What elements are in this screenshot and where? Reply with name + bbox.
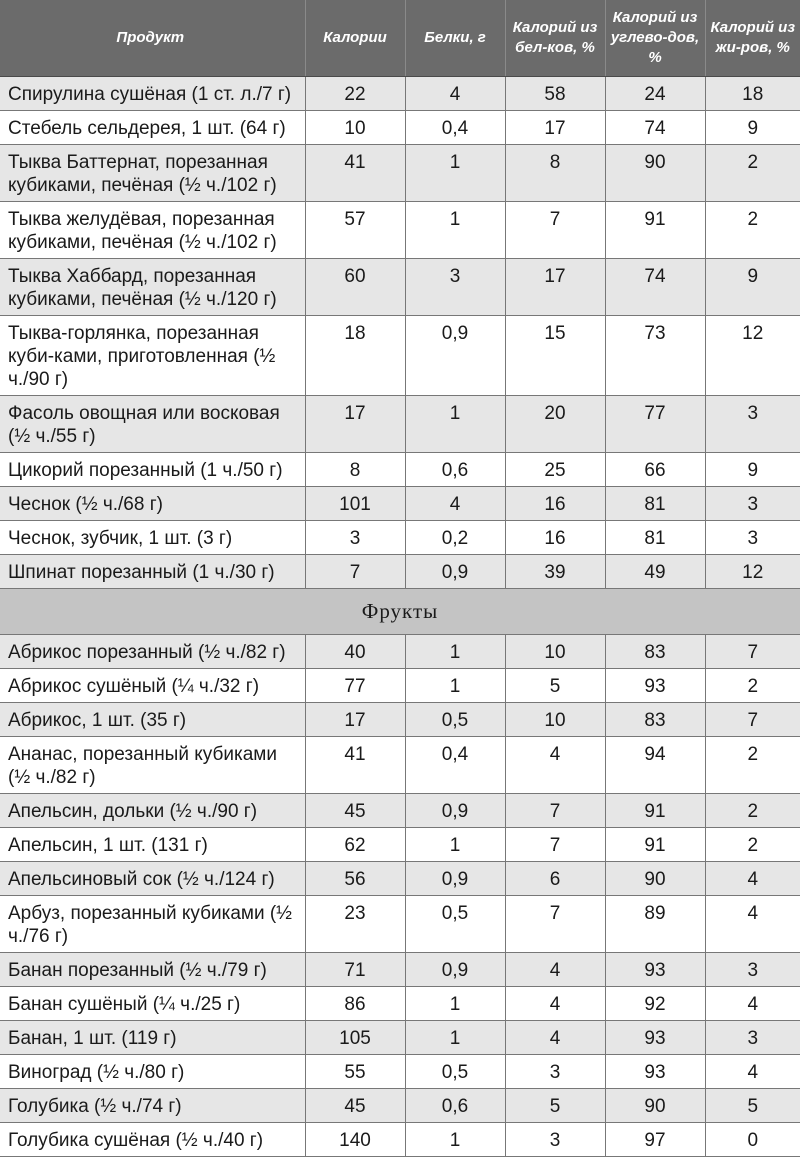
protein-pct-cell: 7 [505,827,605,861]
product-name-cell: Тыква Хаббард, порезанная кубиками, печёная (½ ч./120 г) [0,258,305,315]
table-row [0,554,800,588]
header-fat-calories-pct: Калорий из жи-ров, % [705,0,800,76]
fat-pct-cell: 7 [705,702,800,736]
fat-pct-cell: 2 [705,668,800,702]
fat-pct-cell: 2 [705,793,800,827]
protein-cell: 3 [405,258,505,315]
carb-pct-cell: 91 [605,827,705,861]
protein-cell: 1 [405,1020,505,1054]
product-name-cell: Спирулина сушёная (1 ст. л./7 г) [0,76,305,110]
carb-pct-cell: 97 [605,1122,705,1156]
calories-cell: 7 [305,554,405,588]
table-row [0,76,800,110]
product-name-cell: Ананас, порезанный кубиками (½ ч./82 г) [0,736,305,793]
fat-pct-cell: 7 [705,634,800,668]
protein-pct-cell: 5 [505,1088,605,1122]
header-product: Продукт [0,0,305,76]
carb-pct-cell: 81 [605,486,705,520]
fat-pct-cell: 0 [705,1122,800,1156]
carb-pct-cell: 83 [605,634,705,668]
protein-pct-cell: 3 [505,1054,605,1088]
table-row [0,895,800,952]
calories-cell: 105 [305,1020,405,1054]
protein-pct-cell: 20 [505,395,605,452]
calories-cell: 22 [305,76,405,110]
product-name-cell: Тыква желудёвая, порезанная кубиками, печёная (½ ч./102 г) [0,201,305,258]
product-name-cell: Голубика (½ ч./74 г) [0,1088,305,1122]
table-row [0,1088,800,1122]
fat-pct-cell: 4 [705,986,800,1020]
protein-pct-cell: 4 [505,986,605,1020]
table-row [0,634,800,668]
table-row [0,110,800,144]
table-row [0,736,800,793]
fat-pct-cell: 18 [705,76,800,110]
protein-cell: 0,4 [405,110,505,144]
carb-pct-cell: 92 [605,986,705,1020]
product-name-cell: Чеснок, зубчик, 1 шт. (3 г) [0,520,305,554]
protein-pct-cell: 10 [505,634,605,668]
table-row [0,1020,800,1054]
carb-pct-cell: 94 [605,736,705,793]
protein-pct-cell: 4 [505,1020,605,1054]
product-name-cell: Абрикос, 1 шт. (35 г) [0,702,305,736]
table-body [0,76,800,1156]
calories-cell: 3 [305,520,405,554]
protein-cell: 1 [405,1122,505,1156]
protein-pct-cell: 17 [505,258,605,315]
carb-pct-cell: 66 [605,452,705,486]
carb-pct-cell: 90 [605,144,705,201]
calories-cell: 41 [305,736,405,793]
table-row [0,827,800,861]
fat-pct-cell: 3 [705,1020,800,1054]
protein-pct-cell: 25 [505,452,605,486]
carb-pct-cell: 91 [605,793,705,827]
protein-pct-cell: 10 [505,702,605,736]
protein-pct-cell: 58 [505,76,605,110]
header-protein: Белки, г [405,0,505,76]
protein-pct-cell: 7 [505,895,605,952]
product-name-cell: Абрикос сушёный (¼ ч./32 г) [0,668,305,702]
table-row [0,952,800,986]
protein-pct-cell: 6 [505,861,605,895]
calories-cell: 17 [305,395,405,452]
protein-cell: 0,6 [405,1088,505,1122]
fat-pct-cell: 9 [705,110,800,144]
protein-cell: 4 [405,76,505,110]
protein-cell: 0,9 [405,315,505,395]
protein-cell: 0,9 [405,952,505,986]
header-carb-calories-pct: Калорий из углево-дов, % [605,0,705,76]
protein-cell: 0,9 [405,793,505,827]
carb-pct-cell: 74 [605,110,705,144]
fat-pct-cell: 9 [705,258,800,315]
fat-pct-cell: 4 [705,861,800,895]
table-row [0,861,800,895]
carb-pct-cell: 93 [605,952,705,986]
table-row [0,201,800,258]
calories-cell: 8 [305,452,405,486]
section-title: Фрукты [0,588,800,634]
carb-pct-cell: 24 [605,76,705,110]
fat-pct-cell: 2 [705,201,800,258]
calories-cell: 45 [305,793,405,827]
protein-pct-cell: 16 [505,520,605,554]
product-name-cell: Стебель сельдерея, 1 шт. (64 г) [0,110,305,144]
calories-cell: 17 [305,702,405,736]
protein-pct-cell: 4 [505,952,605,986]
protein-pct-cell: 39 [505,554,605,588]
protein-cell: 1 [405,634,505,668]
product-name-cell: Тыква Баттернат, порезанная кубиками, печёная (½ ч./102 г) [0,144,305,201]
table-row [0,452,800,486]
calories-cell: 140 [305,1122,405,1156]
protein-pct-cell: 7 [505,201,605,258]
product-name-cell: Апельсин, 1 шт. (131 г) [0,827,305,861]
protein-cell: 0,5 [405,895,505,952]
product-name-cell: Банан сушёный (¼ ч./25 г) [0,986,305,1020]
calories-cell: 45 [305,1088,405,1122]
fat-pct-cell: 9 [705,452,800,486]
calories-cell: 18 [305,315,405,395]
fat-pct-cell: 3 [705,486,800,520]
protein-pct-cell: 7 [505,793,605,827]
protein-cell: 1 [405,827,505,861]
product-name-cell: Шпинат порезанный (1 ч./30 г) [0,554,305,588]
protein-cell: 0,9 [405,861,505,895]
table-row [0,702,800,736]
calories-cell: 62 [305,827,405,861]
fat-pct-cell: 2 [705,736,800,793]
product-name-cell: Фасоль овощная или восковая (½ ч./55 г) [0,395,305,452]
fat-pct-cell: 2 [705,144,800,201]
protein-cell: 1 [405,144,505,201]
table-row [0,668,800,702]
product-name-cell: Банан порезанный (½ ч./79 г) [0,952,305,986]
product-name-cell: Абрикос порезанный (½ ч./82 г) [0,634,305,668]
calories-cell: 23 [305,895,405,952]
table-row [0,395,800,452]
fat-pct-cell: 3 [705,952,800,986]
carb-pct-cell: 89 [605,895,705,952]
fat-pct-cell: 12 [705,554,800,588]
table-header-row [0,0,800,76]
protein-cell: 0,5 [405,1054,505,1088]
product-name-cell: Банан, 1 шт. (119 г) [0,1020,305,1054]
protein-cell: 1 [405,395,505,452]
calories-cell: 71 [305,952,405,986]
section-row-fruits [0,588,800,634]
table-row [0,793,800,827]
header-protein-calories-pct: Калорий из бел-ков, % [505,0,605,76]
carb-pct-cell: 93 [605,1020,705,1054]
calories-cell: 77 [305,668,405,702]
table-row [0,986,800,1020]
protein-cell: 0,9 [405,554,505,588]
carb-pct-cell: 90 [605,861,705,895]
carb-pct-cell: 93 [605,1054,705,1088]
calories-cell: 60 [305,258,405,315]
protein-cell: 0,4 [405,736,505,793]
protein-pct-cell: 5 [505,668,605,702]
table-row [0,1054,800,1088]
carb-pct-cell: 77 [605,395,705,452]
product-name-cell: Чеснок (½ ч./68 г) [0,486,305,520]
fat-pct-cell: 4 [705,895,800,952]
calories-cell: 101 [305,486,405,520]
carb-pct-cell: 90 [605,1088,705,1122]
fat-pct-cell: 3 [705,395,800,452]
product-name-cell: Цикорий порезанный (1 ч./50 г) [0,452,305,486]
fat-pct-cell: 4 [705,1054,800,1088]
protein-pct-cell: 4 [505,736,605,793]
table-row [0,520,800,554]
product-name-cell: Арбуз, порезанный кубиками (½ ч./76 г) [0,895,305,952]
protein-pct-cell: 3 [505,1122,605,1156]
table-row [0,315,800,395]
fat-pct-cell: 5 [705,1088,800,1122]
protein-cell: 0,6 [405,452,505,486]
protein-pct-cell: 17 [505,110,605,144]
protein-cell: 0,2 [405,520,505,554]
table-row [0,486,800,520]
fat-pct-cell: 12 [705,315,800,395]
carb-pct-cell: 91 [605,201,705,258]
product-name-cell: Апельсин, дольки (½ ч./90 г) [0,793,305,827]
table-row [0,258,800,315]
calories-cell: 10 [305,110,405,144]
product-name-cell: Апельсиновый сок (½ ч./124 г) [0,861,305,895]
carb-pct-cell: 83 [605,702,705,736]
carb-pct-cell: 81 [605,520,705,554]
carb-pct-cell: 49 [605,554,705,588]
calories-cell: 55 [305,1054,405,1088]
product-name-cell: Виноград (½ ч./80 г) [0,1054,305,1088]
calories-cell: 40 [305,634,405,668]
protein-pct-cell: 16 [505,486,605,520]
carb-pct-cell: 74 [605,258,705,315]
header-calories: Калории [305,0,405,76]
protein-cell: 0,5 [405,702,505,736]
protein-cell: 1 [405,986,505,1020]
calories-cell: 57 [305,201,405,258]
product-name-cell: Тыква-горлянка, порезанная куби-ками, приготовленная (½ ч./90 г) [0,315,305,395]
carb-pct-cell: 73 [605,315,705,395]
protein-pct-cell: 8 [505,144,605,201]
protein-cell: 4 [405,486,505,520]
protein-pct-cell: 15 [505,315,605,395]
product-name-cell: Голубика сушёная (½ ч./40 г) [0,1122,305,1156]
protein-cell: 1 [405,201,505,258]
calories-cell: 41 [305,144,405,201]
table-row [0,144,800,201]
fat-pct-cell: 2 [705,827,800,861]
protein-cell: 1 [405,668,505,702]
fat-pct-cell: 3 [705,520,800,554]
calories-cell: 56 [305,861,405,895]
table-row [0,1122,800,1156]
carb-pct-cell: 93 [605,668,705,702]
calories-cell: 86 [305,986,405,1020]
